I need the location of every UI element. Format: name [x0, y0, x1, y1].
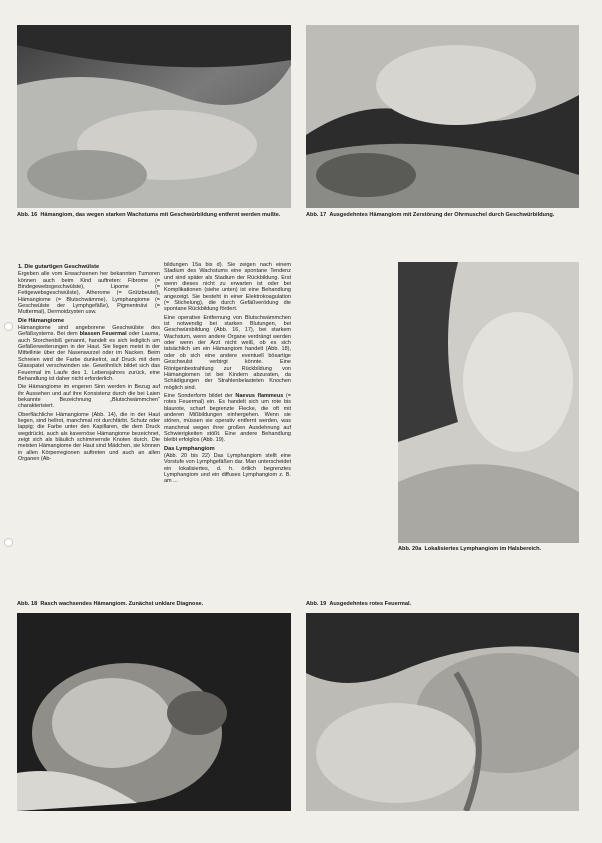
figure-16-text: Hämangiom, das wegen starken Wachstums mit Geschwürbildung entfernt werden mußte.	[40, 212, 281, 218]
paragraph-naevus	[164, 393, 291, 444]
figure-20a-number: Abb. 20a	[398, 546, 422, 552]
section-heading-lymphangioma: Das Lymphangiom	[164, 445, 215, 452]
figure-16-photo	[17, 25, 291, 208]
section-heading-benign: 1. Die gutartigen Geschwülste	[18, 264, 100, 270]
paragraph-surgery: Eine operative Entfernung von Blutschwämmchen ist notwendig bei starken Blutungen, bei Geschwürsbildung (Abb. 16, 17), bei starkem Wachstum, wenn andere Organe verdrängt werden oder wenn der Arzt nicht weiß, ob es sich tatsächlich um ein Hämangiom handelt (Abb. 18), oder ob sich eine andere eventuell bösartige Geschwulst verbirgt könnte. Eine Röntgenbestrahlung zur Rückbildung von Hämangiomen ist bei Kindern abzuraten, da Schädigungen der Strahlenbelasteten Knochen möglich sind.	[164, 314, 291, 391]
figure-16-number: Abb. 16	[17, 212, 38, 218]
figure-19-text: Ausgedehntes rotes Feuermal.	[329, 601, 412, 607]
figure-19-number: Abb. 19	[306, 601, 327, 607]
text-column-1	[18, 262, 160, 464]
figure-20a-caption	[398, 546, 579, 553]
paragraph-benign-tumors: Ergeben alle vom Erwachsenen her bekannten Tumoren können auch beim Kind auftreten: Fibrome (= Bindegewebsgeschwülste), Lipome (= Fettgewebsgeschwülste), Atherome (= Grützbeutel), Hämangiome (= Blutschwämme), Lymphangiome (= Geschwülste der Lymphgefäße), Pigmentnävi (= Muttermal), Dermoidzysten usw.	[18, 271, 160, 316]
paragraph-blutschwaemmchen: Die Hämangiome im engeren Sinn werden in Bezug auf ihr Aussehen und auf ihre Konsistenz durch die bei Laien bekannte Bezeichnung „Blutschwämmchen“ charakterisiert.	[18, 384, 160, 410]
figure-16-caption	[17, 212, 291, 219]
paragraph-feuermal	[18, 325, 160, 382]
figure-17-number: Abb. 17	[306, 212, 327, 218]
figure-17-text: Ausgedehntes Hämangiom mit Zerstörung der Ohrmuschel durch Geschwürbildung.	[329, 212, 555, 218]
figure-18-caption	[17, 601, 291, 608]
punch-hole-top	[4, 322, 13, 331]
punch-hole-bottom	[4, 538, 13, 547]
text-column-2	[164, 262, 291, 487]
paragraph-superficial: Oberflächliche Hämangiome (Abb. 14), die in der Haut liegen, sind hellrot, manchmal rot durchfärbt. Schutz oder lappig; die Farbe unter den Kapillaren, die dem Druck wegdrückt, auch als kavernöse Hämangiome bezeichnet, zeigt sich als bläulich schimmernde Knoten durch. Die meisten Hämangiome der Haut sind Mädchen, sie können in allen Körperregionen auftreten und auch an allen Organen (Ab-	[18, 411, 160, 462]
figure-17-photo	[306, 25, 579, 208]
text-run: Eine Sonderform bildet der	[164, 392, 236, 399]
paragraph-lymphangioma: (Abb. 20 bis 22) Das Lymphangiom stellt eine Vorstufe von Lymphgefäßen dar. Man unterscheidet ein lokalisiertes, d. h. örtlich begrenztes Lymphangiom und ein diffuses Lymphangiom z. B. am ...	[164, 452, 291, 485]
figure-18-number: Abb. 18	[17, 601, 38, 607]
figure-17-caption	[306, 212, 579, 219]
section-heading-haemangioma: Die Hämangiome	[18, 317, 65, 324]
figure-18-photo	[17, 613, 291, 811]
figure-18-text: Rasch wachsendes Hämangiom. Zunächst unklare Diagnose.	[40, 601, 204, 607]
figure-20a-text: Lokalisiertes Lymphangiom im Halsbereich.	[424, 546, 542, 552]
emphasis-blasses-feuermal: blassen Feuermal	[79, 331, 127, 338]
figure-19-photo	[306, 613, 579, 811]
paragraph-treatment: bildungen 15a bis d). Sie zeigen nach einem Stadium des Wachstums eine spontane Tendenz und sind später als Stadium der Rückbildung. Erst wenn dieses nicht zu erwarten ist oder bei Komplikationen (siehe unten) ist eine Behandlung angezeigt. Sie besteht in einer Elektrokoagulation (= Stichelung), die durch Gefäßverödung die spontane Rückbildung fördert.	[164, 262, 291, 313]
text-run: Hämangiome sind angeborene Geschwülste des Gefäßsystems. Bei dem	[18, 325, 160, 338]
text-run: (= rotes Feuermal) ein. Es handelt sich um rote bis blaurote, scharf begrenzte Flecke, die oft mit anderen Mißbildungen einhergehen. Wenn sie stören, müssen sie operativ entfernt werden, was manchmal wegen ihrer großen Ausdehnung auf Schwierigkeiten stößt. Eine andere Behandlung bleibt erfolglos (Abb. 19).	[164, 392, 291, 444]
text-run: oder Lauma, auch Storchenbiß genannt, handelt es sich lediglich um Gefäßerweiterungen in der Haut. Sie liegen meist in der Mittellinie über der Nasenwurzel oder im Nacken. Beim Schreien wird die Farbe dunkelrot, auf Druck mit dem Glasspatel verschwinden sie. Gewöhnlich bildet sich das Feuermal im Laufe des 1. Lebensjahres zurück, eine Behandlung ist daher nicht erforderlich.	[18, 331, 160, 382]
figure-19-caption	[306, 601, 579, 608]
figure-20a-photo	[398, 262, 579, 543]
emphasis-naevus-flammeus: Naevus flammeus	[235, 392, 284, 399]
